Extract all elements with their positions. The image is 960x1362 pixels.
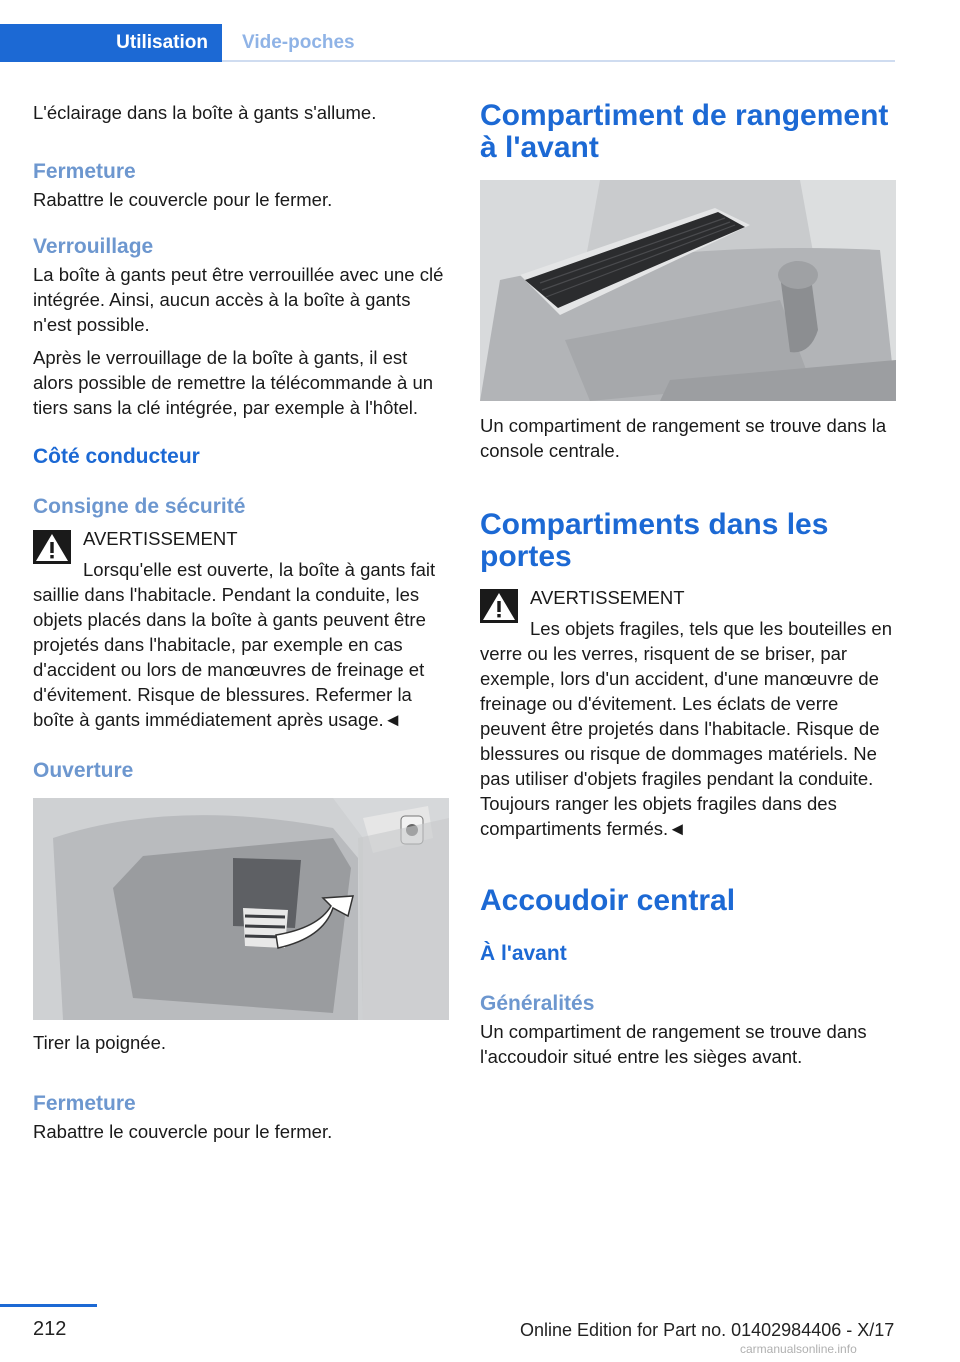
warning-text	[33, 557, 449, 732]
verrouillage-heading: Verrouillage	[33, 235, 154, 258]
verrouillage-paragraph-2: Après le verrouillage de la boîte à gants, il est alors possible de remettre la télécommande à un tiers sans la clé intégrée, par exemple à l'hôtel.	[33, 347, 434, 418]
warning-triangle-icon	[33, 530, 71, 564]
ouverture-heading: Ouverture	[33, 759, 134, 782]
glovebox-handle-photo	[33, 798, 449, 1020]
warning-block-left	[33, 526, 449, 732]
warning-text	[480, 616, 896, 841]
generalites-text: Un compartiment de rangement se trouve dans l'accoudoir situé entre les sièges avant.	[480, 1021, 867, 1067]
intro-text: L'éclairage dans la boîte à gants s'allume.	[33, 102, 377, 123]
warning-title: AVERTISSEMENT	[530, 587, 685, 608]
avant-heading: À l'avant	[480, 942, 567, 965]
cote-conducteur-heading: Côté conducteur	[33, 445, 200, 468]
warning-text-content: Les objets fragiles, tels que les bouteilles en verre ou les verres, risquent de se briser, par exemple, lors d'un accident, d'une manœuvre de freinage ou d'évitement. Les éclats de verre peuvent être projetés dans l'habitacle. Risque de blessures ou risque de dommages matériels. Ne pas utiliser d'objets fragiles pendant la conduite. Toujours ranger les objets fragiles dans des compartiments fermés.◄	[480, 618, 892, 839]
verrouillage-paragraph-1: La boîte à gants peut être verrouillée avec une clé intégrée. Ainsi, aucun accès à la boîte à gants n'est possible.	[33, 264, 444, 335]
fermeture-heading-2: Fermeture	[33, 1092, 136, 1115]
center-console-photo	[480, 180, 896, 401]
fermeture-heading: Fermeture	[33, 160, 136, 183]
ouverture-caption: Tirer la poignée.	[33, 1032, 166, 1053]
left-column	[33, 100, 449, 1152]
tab-utilisation[interactable]: Utilisation	[0, 24, 222, 62]
compartiment-text: Un compartiment de rangement se trouve dans la console centrale.	[480, 415, 887, 461]
warning-triangle-icon	[480, 589, 518, 623]
footer-accent-line	[0, 1304, 97, 1307]
accoudoir-central-heading: Accoudoir central	[480, 884, 736, 917]
fermeture-text-2: Rabattre le couvercle pour le fermer.	[33, 1121, 333, 1142]
edition-note: Online Edition for Part no. 01402984406 - X/17	[520, 1320, 895, 1340]
warning-text-content: Lorsqu'elle est ouverte, la boîte à gants fait saillie dans l'habitacle. Pendant la conduite, les objets placés dans la boîte à gants peuvent être projetés dans l'habitacle, par exemple en cas d'accident ou lors de manœuvres de freinage et d'évitement. Risque de blessures. Refermer la boîte à gants immédiatement après usage.◄	[33, 559, 436, 730]
fermeture-text: Rabattre le couvercle pour le fermer.	[33, 189, 333, 210]
generalites-heading: Généralités	[480, 992, 595, 1015]
tab-vide-poches[interactable]: Vide-poches	[242, 32, 355, 53]
section-tab-bar	[0, 0, 960, 62]
warning-block-right	[480, 585, 896, 841]
right-column	[480, 100, 896, 1077]
page-number: 212	[33, 1318, 67, 1340]
warning-title: AVERTISSEMENT	[83, 528, 238, 549]
tab-divider	[222, 60, 895, 62]
compartiments-portes-heading: Compartiments dans les portes	[480, 508, 829, 573]
watermark: carmanualsonline.info	[740, 1342, 857, 1356]
consigne-heading: Consigne de sécurité	[33, 495, 246, 518]
compartiment-avant-heading: Compartiment de rangement à l'avant	[480, 99, 889, 164]
